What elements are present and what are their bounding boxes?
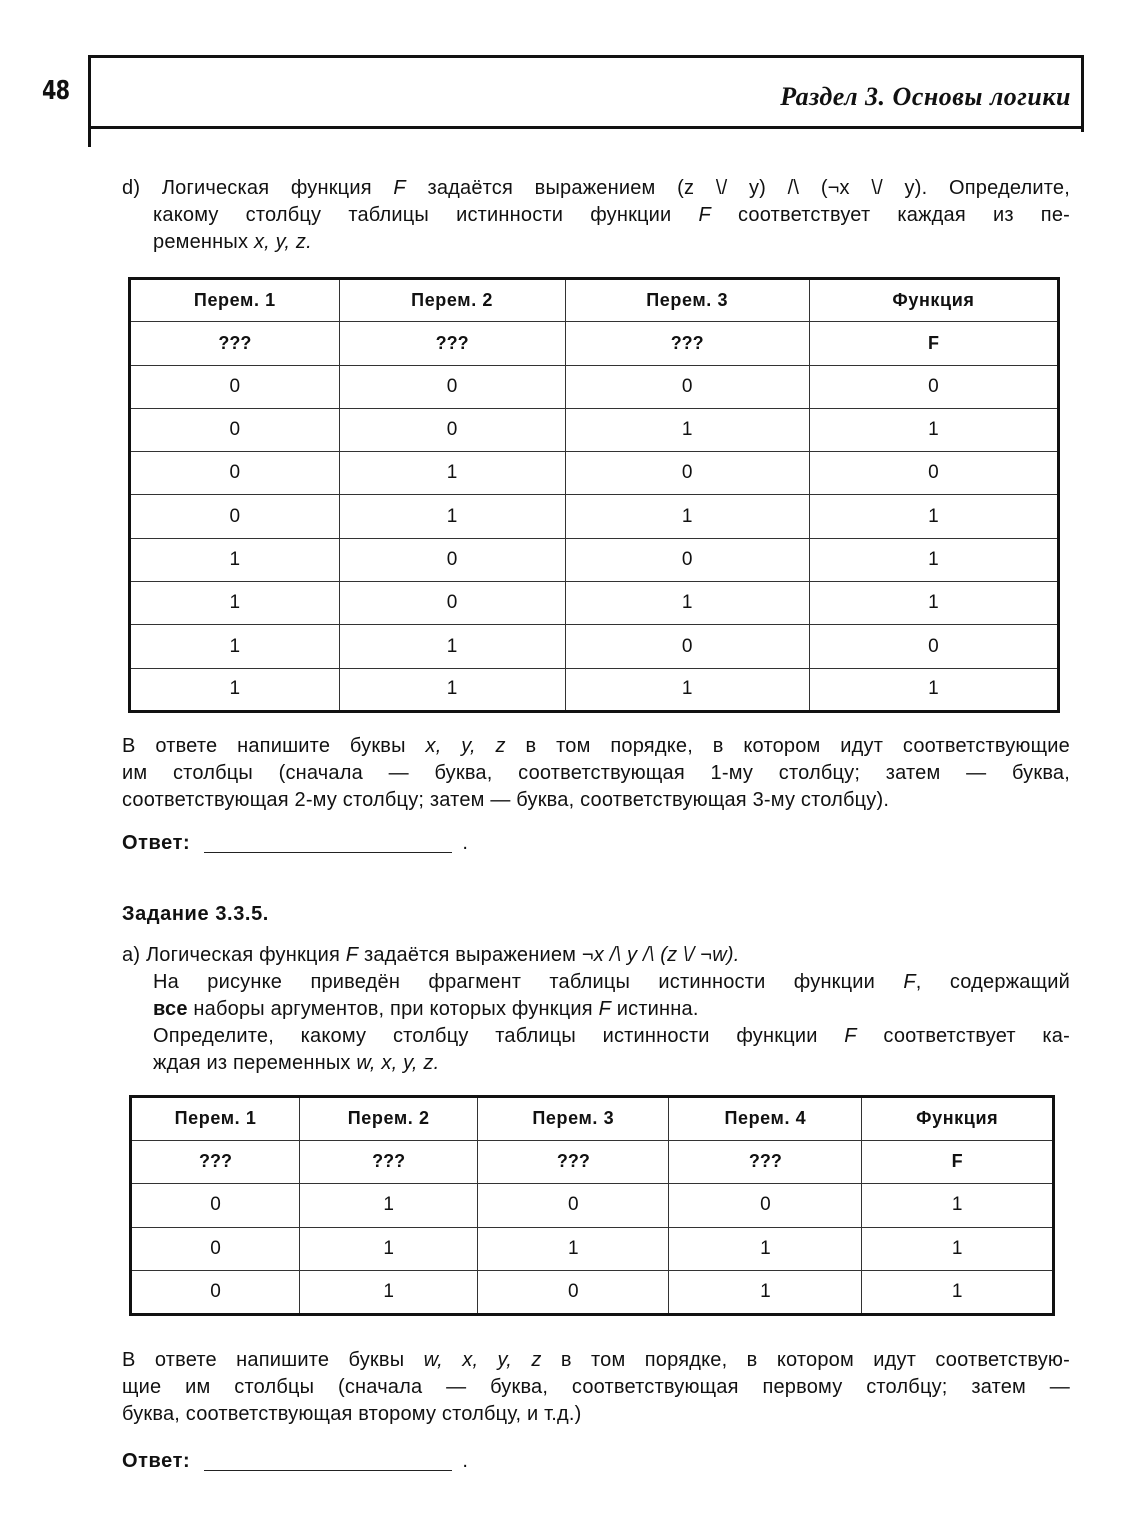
page-number: 48 [42, 76, 70, 106]
table-cell: 0 [131, 1227, 300, 1271]
task-335-instruction-line-3: буква, соответствующая второму столбцу, и т.д.) [122, 1403, 582, 1425]
table-row [131, 1184, 1054, 1228]
task-335-intro [122, 942, 1070, 1077]
table-cell: ??? [565, 322, 809, 365]
task-d-expression: (z \/ y) /\ (¬x \/ y). [677, 177, 928, 199]
task-d-answer [122, 832, 468, 855]
table-header-cell: Функция [809, 279, 1058, 322]
function-var: F [393, 177, 406, 199]
table-cell: 0 [130, 495, 340, 538]
task-title: Задание 3.3.5. [122, 903, 269, 925]
task-d-instruction-line-3: соответствующая 2-му столбцу; затем — буква, соответствующая 3-му столбцу). [122, 789, 890, 811]
table-cell: 0 [565, 625, 809, 668]
task-335-expression: ¬x /\ y /\ (z \/ ¬w). [581, 944, 740, 966]
table-cell: 0 [565, 365, 809, 408]
function-var: F [345, 944, 359, 966]
task-d-label: d) [122, 177, 141, 199]
table-cell: 0 [339, 365, 565, 408]
table-row [130, 452, 1059, 495]
table-header-cell: Перем. 1 [131, 1097, 300, 1141]
table-header-cell: Функция [862, 1097, 1054, 1141]
table-cell: 1 [339, 625, 565, 668]
task-d-instruction-line-2: им столбцы (сначала — буква, соответствующая 1-му столбцу; затем — буква, [122, 762, 1070, 784]
table-subheader-row [130, 322, 1059, 365]
table-cell: ??? [478, 1140, 669, 1184]
table-cell: 1 [809, 408, 1058, 451]
table-cell: 0 [339, 408, 565, 451]
table-cell: ??? [300, 1140, 478, 1184]
table-row [130, 668, 1059, 711]
task-d-intro-line-3: ременных x, y, z. [153, 231, 312, 253]
table-cell: 1 [669, 1227, 862, 1271]
table-cell: 1 [478, 1227, 669, 1271]
task-335-instruction [122, 1347, 1070, 1428]
table-row [130, 365, 1059, 408]
task-d-intro-line-1: d) Логическая функция F задаётся выражением (z \/ y) /\ (¬x \/ y). Определите, [122, 177, 1070, 199]
task-d-intro [122, 175, 1070, 256]
table-row [131, 1227, 1054, 1271]
table-cell: 1 [809, 582, 1058, 625]
task-335-intro-line-2: На рисунке приведён фрагмент таблицы истинности функции F, содержащий [153, 971, 1071, 993]
table-cell: 1 [339, 668, 565, 711]
task-335-intro-line-1: a) Логическая функция F задаётся выражением ¬x /\ y /\ (z \/ ¬w). [122, 944, 740, 966]
table-row [131, 1271, 1054, 1315]
table-row [130, 408, 1059, 451]
task-335-instruction-line-1: В ответе напишите буквы w, x, y, z в том порядке, в котором идут соответствую- [122, 1349, 1070, 1371]
table-cell: 1 [809, 538, 1058, 581]
table-cell: 1 [809, 495, 1058, 538]
table-header-cell: Перем. 2 [339, 279, 565, 322]
table-header-row [131, 1097, 1054, 1141]
truth-table-d [128, 277, 1060, 713]
table-cell: 0 [131, 1271, 300, 1315]
table-cell: ??? [339, 322, 565, 365]
table-cell: 1 [130, 625, 340, 668]
table-cell: 0 [809, 625, 1058, 668]
table-cell: 0 [565, 538, 809, 581]
table-cell: ??? [130, 322, 340, 365]
task-335-label: a) [122, 944, 141, 966]
table-cell: 1 [300, 1271, 478, 1315]
table-cell: 0 [809, 452, 1058, 495]
table-cell: 0 [565, 452, 809, 495]
table-cell: 1 [565, 582, 809, 625]
table-cell: 0 [339, 538, 565, 581]
table-cell: 0 [809, 365, 1058, 408]
table-header-cell: Перем. 3 [565, 279, 809, 322]
table-cell: 1 [130, 582, 340, 625]
table-cell: 1 [809, 668, 1058, 711]
table-cell: F [862, 1140, 1054, 1184]
table-cell: 0 [478, 1271, 669, 1315]
table-header-cell: Перем. 4 [669, 1097, 862, 1141]
table-cell: 0 [478, 1184, 669, 1228]
table-cell: 0 [130, 365, 340, 408]
table-subheader-row [131, 1140, 1054, 1184]
table-row [130, 538, 1059, 581]
table-cell: F [809, 322, 1058, 365]
table-cell: 0 [669, 1184, 862, 1228]
truth-table-335 [129, 1095, 1055, 1316]
table-cell: 0 [131, 1184, 300, 1228]
table-cell: 1 [669, 1271, 862, 1315]
table-header-cell: Перем. 1 [130, 279, 340, 322]
answer-blank-field[interactable] [204, 1452, 452, 1471]
task-335-intro-line-5: ждая из переменных w, x, y, z. [153, 1052, 440, 1074]
answer-label: Ответ: [122, 832, 191, 854]
task-d-instruction-line-1: В ответе напишите буквы x, y, z в том порядке, в котором идут соответствующие [122, 735, 1070, 757]
answer-label: Ответ: [122, 1450, 191, 1472]
table-row [130, 495, 1059, 538]
table-cell: 1 [130, 668, 340, 711]
table-cell: 1 [565, 408, 809, 451]
table-cell: 1 [339, 495, 565, 538]
table-cell: 1 [862, 1227, 1054, 1271]
table-cell: 1 [130, 538, 340, 581]
table-header-row [130, 279, 1059, 322]
table-cell: 1 [862, 1184, 1054, 1228]
task-335-vars: w, x, y, z. [356, 1052, 440, 1074]
answer-blank-field[interactable] [204, 834, 452, 853]
table-header-cell: Перем. 2 [300, 1097, 478, 1141]
task-335-intro-line-3: все наборы аргументов, при которых функция F истинна. [153, 998, 699, 1020]
task-335-instruction-line-2: щие им столбцы (сначала — буква, соответствующая первому столбцу; затем — [122, 1376, 1070, 1398]
task-335-answer [122, 1450, 468, 1473]
table-cell: ??? [131, 1140, 300, 1184]
table-cell: 1 [339, 452, 565, 495]
table-cell: 0 [130, 408, 340, 451]
answer-dot: . [462, 1450, 469, 1472]
task-d-vars: x, y, z. [253, 231, 312, 253]
table-cell: 1 [300, 1227, 478, 1271]
table-row [130, 582, 1059, 625]
answer-dot: . [462, 832, 469, 854]
table-cell: 1 [300, 1184, 478, 1228]
table-cell: 1 [565, 668, 809, 711]
table-cell: 1 [862, 1271, 1054, 1315]
task-d-intro-line-2: какому столбцу таблицы истинности функции F соответствует каждая из пе- [153, 204, 1070, 226]
task-335-intro-line-4: Определите, какому столбцу таблицы истинности функции F соответствует ка- [153, 1025, 1070, 1047]
table-cell: 1 [565, 495, 809, 538]
header-underline [88, 126, 1084, 129]
section-title: Раздел 3. Основы логики [780, 82, 1071, 111]
task-d-instruction [122, 733, 1070, 814]
table-header-cell: Перем. 3 [478, 1097, 669, 1141]
table-cell: 0 [130, 452, 340, 495]
table-row [130, 625, 1059, 668]
header-left-bar [88, 55, 91, 147]
table-cell: ??? [669, 1140, 862, 1184]
table-cell: 0 [339, 582, 565, 625]
